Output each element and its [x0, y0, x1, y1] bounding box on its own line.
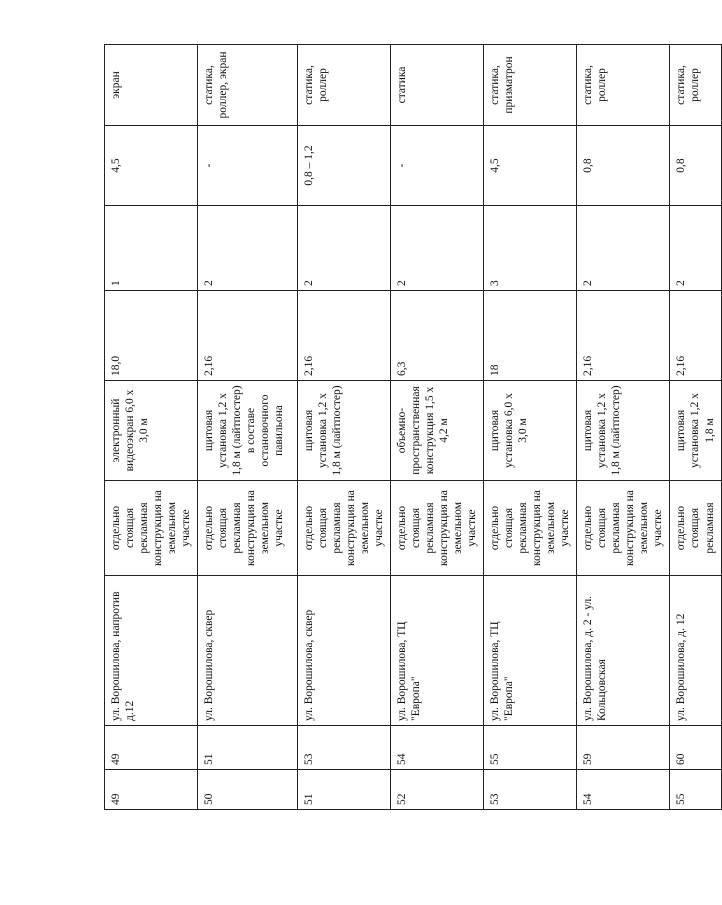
cell-description: щитовая установка 1,2 x 1,8 м	[670, 381, 721, 481]
cell-address: ул. Ворошилова, ТЦ "Европа"	[484, 576, 577, 726]
cell-address: ул. Ворошилова, ТЦ "Европа"	[391, 576, 484, 726]
cell-sides: 3	[484, 206, 577, 291]
cell-description: щитовая установка 1,2 x 1,8 м (лайтпостер) в составе остановочного павильона	[198, 381, 298, 481]
cell-area: 2,16	[670, 291, 721, 381]
table-row	[198, 45, 298, 810]
cell-description: щитовая установка 1,2 x 1,8 м (лайтпостер)	[298, 381, 391, 481]
cell-address: ул. Ворошилова, сквер	[298, 576, 391, 726]
cell-code: 59	[577, 726, 670, 770]
cell-structure-type: отдельно стоящая рекламная конструкция на земельном участке	[484, 481, 577, 576]
cell-code: 60	[670, 726, 721, 770]
cell-description: щитовая установка 1,2 x 1,8 м (лайтпостер)	[577, 381, 670, 481]
cell-structure-type: отдельно стоящая рекламная конструкция на земельном участке	[198, 481, 298, 576]
table-body	[105, 45, 722, 810]
cell-sides: 2	[391, 206, 484, 291]
cell-structure-type: отдельно стоящая рекламная конструкция на земельном участке	[577, 481, 670, 576]
cell-number: 53	[484, 770, 577, 810]
cell-address: ул. Ворошилова, напротив д.12	[105, 576, 198, 726]
cell-technology: статика, роллер	[298, 45, 391, 126]
cell-structure-type: отдельно стоящая рекламная конструкция на земельном участке	[298, 481, 391, 576]
cell-area: 2,16	[577, 291, 670, 381]
cell-code: 54	[391, 726, 484, 770]
table-row	[577, 45, 670, 810]
cell-area: 18	[484, 291, 577, 381]
cell-technology: статика	[391, 45, 484, 126]
cell-number: 51	[298, 770, 391, 810]
cell-sides: 1	[105, 206, 198, 291]
cell-code: 53	[298, 726, 391, 770]
cell-distance: 0,8 – 1,2	[298, 126, 391, 206]
cell-structure-type: отдельно стоящая рекламная конструкция на земельном участке	[391, 481, 484, 576]
table-row	[298, 45, 391, 810]
cell-code: 51	[198, 726, 298, 770]
cell-number: 55	[670, 770, 721, 810]
cell-technology: статика, роллер, экран	[198, 45, 298, 126]
table-row	[391, 45, 484, 810]
cell-area: 2,16	[198, 291, 298, 381]
cell-technology: экран	[105, 45, 198, 126]
table-row	[484, 45, 577, 810]
cell-area: 18,0	[105, 291, 198, 381]
cell-code: 55	[484, 726, 577, 770]
cell-sides: 2	[198, 206, 298, 291]
cell-structure-type: отдельно стоящая рекламная	[670, 481, 721, 576]
advertising-structures-table	[104, 44, 722, 810]
cell-number: 49	[105, 770, 198, 810]
cell-structure-type: отдельно стоящая рекламная конструкция на земельном участке	[105, 481, 198, 576]
cell-technology: статика, призматрон	[484, 45, 577, 126]
cell-address: ул. Ворошилова, д. 2 - ул. Кольцовская	[577, 576, 670, 726]
cell-distance: 0,8	[577, 126, 670, 206]
cell-sides: 2	[670, 206, 721, 291]
cell-description: объемно-пространственная конструкция 1,5 x 4,2 м	[391, 381, 484, 481]
cell-distance: 0,8	[670, 126, 721, 206]
cell-technology: статика, роллер	[670, 45, 721, 126]
cell-distance: 4,5	[105, 126, 198, 206]
cell-number: 52	[391, 770, 484, 810]
cell-number: 54	[577, 770, 670, 810]
table-row	[105, 45, 198, 810]
cell-area: 2,16	[298, 291, 391, 381]
cell-distance: -	[198, 126, 298, 206]
cell-sides: 2	[577, 206, 670, 291]
cell-address: ул. Ворошилова, д. 12	[670, 576, 721, 726]
cell-address: ул. Ворошилова, сквер	[198, 576, 298, 726]
cell-description: электронный видеоэкран 6,0 x 3,0 м	[105, 381, 198, 481]
cell-sides: 2	[298, 206, 391, 291]
cell-number: 50	[198, 770, 298, 810]
rotated-page	[104, 45, 716, 810]
cell-code: 49	[105, 726, 198, 770]
cell-distance: 4,5	[484, 126, 577, 206]
table-row	[670, 45, 721, 810]
cell-description: щитовая установка 6,0 x 3,0 м	[484, 381, 577, 481]
cell-technology: статика, роллер	[577, 45, 670, 126]
cell-distance: -	[391, 126, 484, 206]
cell-area: 6,3	[391, 291, 484, 381]
